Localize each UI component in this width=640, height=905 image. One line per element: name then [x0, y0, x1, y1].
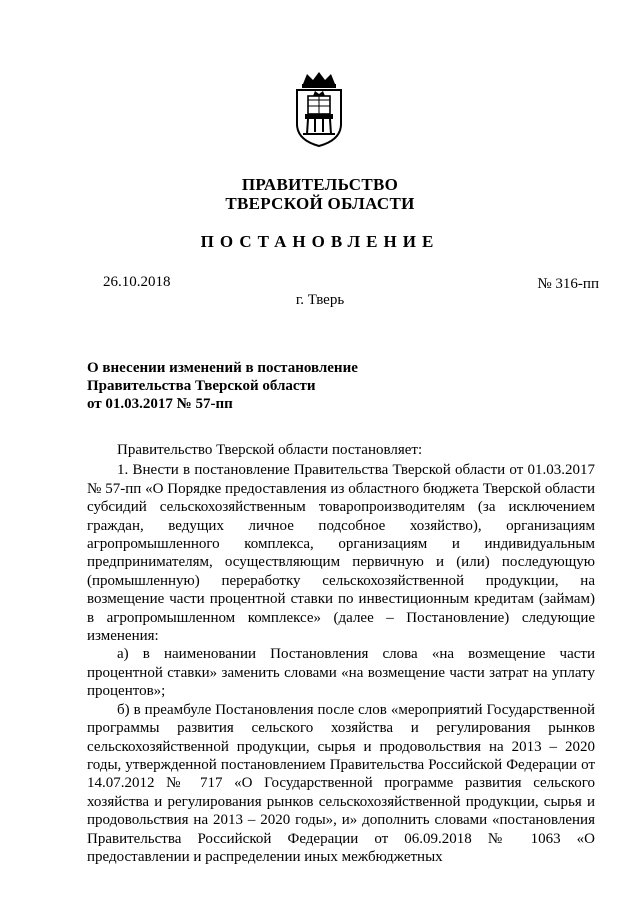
body-intro: Правительство Тверской области постановляет: — [117, 442, 423, 458]
document-body — [87, 441, 595, 866]
government-title-line2: ТВЕРСКОЙ ОБЛАСТИ — [225, 194, 415, 213]
government-title-line1: ПРАВИТЕЛЬСТВО — [241, 175, 399, 194]
subject-line: от 01.03.2017 № 57-пп — [87, 396, 233, 412]
document-number: № 316-пп — [537, 276, 599, 292]
subject-line: Правительства Тверской области — [87, 378, 316, 394]
tver-coat-of-arms-icon — [291, 70, 347, 148]
document-date: 26.10.2018 — [103, 274, 171, 290]
body-paragraph-3: б) в преамбуле Постановления после слов «мероприятий Государственной программы развития сельского хозяйства и регулирования рынков сельскохозяйственной продукции, сырья и продовольствия на 2013 – 2020 годы, утвержденной постановлением Правительства Российской Федерации от 14.07.2012 № 717 «О Государственной программе развития сельского хозяйства и регулирования рынков сельскохозяйственной продукции, сырья и продовольствия на 2013 – 2020 годы», и» дополнить словами «постановления Правительства Российской Федерации от 06.09.2018 № 1063 «О предоставлении и распределении иных межбюджетных — [87, 701, 595, 865]
document-subject — [87, 359, 407, 413]
document-city: г. Тверь — [295, 292, 345, 308]
body-paragraph-2: а) в наименовании Постановления слова «на возмещение части процентной ставки» заменить словами «на возмещение части затрат на уплату процентов»; — [87, 646, 595, 700]
document-type: ПОСТАНОВЛЕНИЕ — [200, 232, 440, 251]
body-paragraph-1: 1. Внести в постановление Правительства Тверской области от 01.03.2017 № 57-пп «О Порядке предоставления из областного бюджета Тверской области субсидий сельскохозяйственным товаропроизводителям (за исключением граждан, ведущих личное подсобное хозяйство), организациям агропромышленного комплекса, организациям и индивидуальным предпринимателям, осуществляющим первичную и (или) последующую (промышленную) переработку сельскохозяйственной продукции, на возмещение части процентной ставки по инвестиционным кредитам (займам) в агропромышленном комплексе» (далее – Постановление) следующие изменения: — [87, 462, 595, 645]
subject-line: О внесении изменений в постановление — [87, 360, 358, 376]
